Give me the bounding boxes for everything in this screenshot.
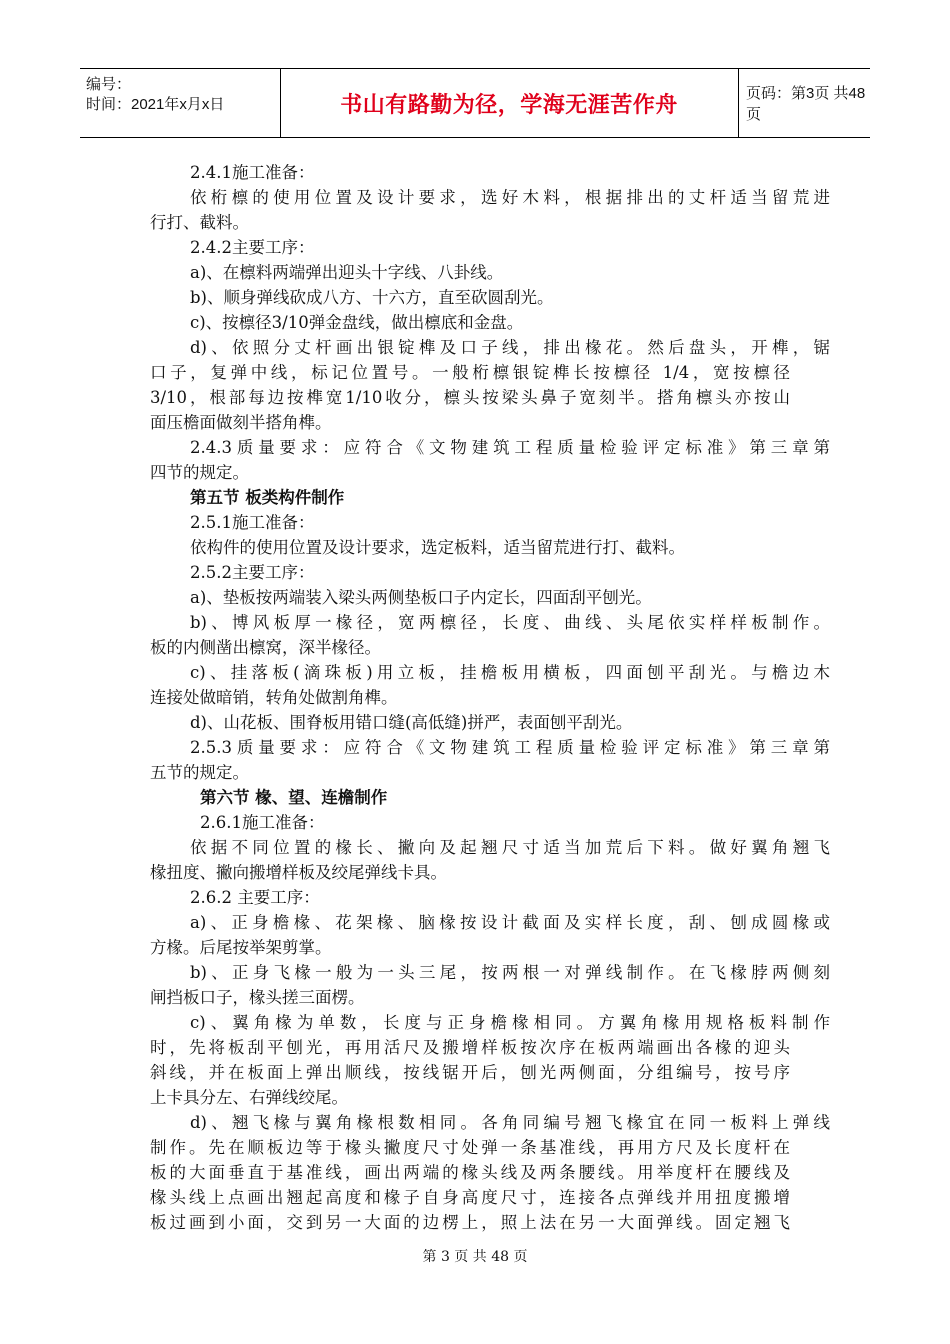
header-motto: 书山有路勤为径，学海无涯苦作舟 — [340, 92, 678, 118]
text-line: d)、山花板、围脊板用错口缝(高低缝)拼严，表面刨平刮光。 — [190, 713, 633, 732]
text-line: 连接处做暗销，转角处做割角榫。 — [150, 688, 398, 707]
text-line: 上卡具分左、右弹线绞尾。 — [150, 1088, 348, 1107]
page-footer: 第 3 页 共 48 页 — [422, 1249, 528, 1265]
text-line: c)、按檩径3/10弹金盘线，做出檩底和金盘。 — [190, 313, 524, 332]
text-line: 斜线，并在板面上弹出顺线，按线锯开后，刨光两侧面，分组编号，按号序 — [150, 1063, 790, 1082]
text-line: 椽头线上点画出翘起高度和椽子自身高度尺寸，连接各点弹线并用扭度搬增 — [150, 1188, 790, 1207]
text-line: 闸挡板口子，椽头搓三面楞。 — [150, 988, 365, 1007]
text-line: a)、正身檐椽、花架椽、脑椽按设计截面及实样长度，刮、刨成圆椽或 — [190, 913, 830, 932]
page-header — [80, 68, 870, 138]
text-line: 面压檐面做刻半搭角榫。 — [150, 413, 332, 432]
text-line: a)、在檩料两端弹出迎头十字线、八卦线。 — [190, 263, 504, 282]
text-line: 板的内侧凿出檩窝，深半椽径。 — [150, 638, 381, 657]
text-line: b)、博风板厚一椽径，宽两檩径，长度、曲线、头尾依实样样板制作。 — [190, 613, 830, 632]
text-line: 2.5.1施工准备： — [190, 513, 315, 532]
text-line: 方椽。后尾按举架剪掌。 — [150, 938, 332, 957]
text-line: 2.4.2主要工序： — [190, 238, 315, 257]
text-line: 2.6.1施工准备： — [200, 813, 325, 832]
header-motto-cell — [280, 69, 739, 137]
text-line: 四节的规定。 — [150, 463, 249, 482]
text-line: 依桁檩的使用位置及设计要求，选好木料，根据排出的丈杆适当留荒进 — [190, 188, 830, 207]
text-line: c)、挂落板(滴珠板)用立板，挂檐板用横板，四面刨平刮光。与檐边木 — [190, 663, 830, 682]
text-line: 椽扭度、撇向搬增样板及绞尾弹线卡具。 — [150, 863, 447, 882]
text-line: 板的大面垂直于基准线，画出两端的椽头线及两条腰线。用举度杆在腰线及 — [150, 1163, 790, 1182]
text-line: b)、顺身弹线砍成八方、十六方，直至砍圆刮光。 — [190, 288, 554, 307]
text-line: 板过画到小面，交到另一大面的边楞上，照上法在另一大面弹线。固定翘飞 — [150, 1213, 790, 1232]
text-line: 2.4.1施工准备： — [190, 163, 315, 182]
document-date: 时间：2021年x月x日 — [86, 96, 225, 113]
header-meta — [80, 69, 281, 137]
text-line: d)、依照分丈杆画出银锭榫及口子线，排出椽花。然后盘头，开榫，锯 — [190, 338, 830, 357]
text-line: 2.5.2主要工序： — [190, 563, 315, 582]
document-id: 编号： — [86, 76, 132, 93]
text-line: 依构件的使用位置及设计要求，选定板料，适当留荒进行打、截料。 — [190, 538, 685, 557]
text-line: 制作。先在顺板边等于椽头撇度尺寸处弹一条基准线，再用方尺及长度杆在 — [150, 1138, 790, 1157]
text-line: 五节的规定。 — [150, 763, 249, 782]
text-line: 时，先将板刮平刨光，再用活尺及搬增样板按次序在板两端画出各椽的迎头 — [150, 1038, 790, 1057]
text-line: 3/10，根部每边按榫宽1/10收分，檩头按梁头鼻子宽刻半。搭角檩头亦按山 — [150, 388, 790, 407]
text-line: 口子，复弹中线，标记位置号。一般桁檩银锭榫长按檩径 1/4，宽按檩径 — [150, 363, 790, 382]
text-line: c)、翼角椽为单数，长度与正身檐椽相同。方翼角椽用规格板料制作 — [190, 1013, 830, 1032]
text-line: 2.4.3质量要求：应符合《文物建筑工程质量检验评定标准》第三章第 — [190, 438, 830, 457]
section-heading: 第五节 板类构件制作 — [190, 488, 345, 507]
text-line: d)、翘飞椽与翼角椽根数相同。各角同编号翘飞椽宜在同一板料上弹线 — [190, 1113, 830, 1132]
header-page-number: 页码：第3页 共48页 — [746, 85, 866, 123]
text-line: 行打、截料。 — [150, 213, 249, 232]
text-line: 依据不同位置的椽长、撇向及起翘尺寸适当加荒后下料。做好翼角翘飞 — [190, 838, 830, 857]
text-line: b)、正身飞椽一般为一头三尾，按两根一对弹线制作。在飞椽脖两侧刻 — [190, 963, 830, 982]
section-heading: 第六节 椽、望、连檐制作 — [200, 788, 388, 807]
text-line: 2.6.2 主要工序： — [190, 888, 320, 907]
text-line: a)、垫板按两端装入梁头两侧垫板口子内定长，四面刮平刨光。 — [190, 588, 652, 607]
text-line: 2.5.3质量要求：应符合《文物建筑工程质量检验评定标准》第三章第 — [190, 738, 830, 757]
